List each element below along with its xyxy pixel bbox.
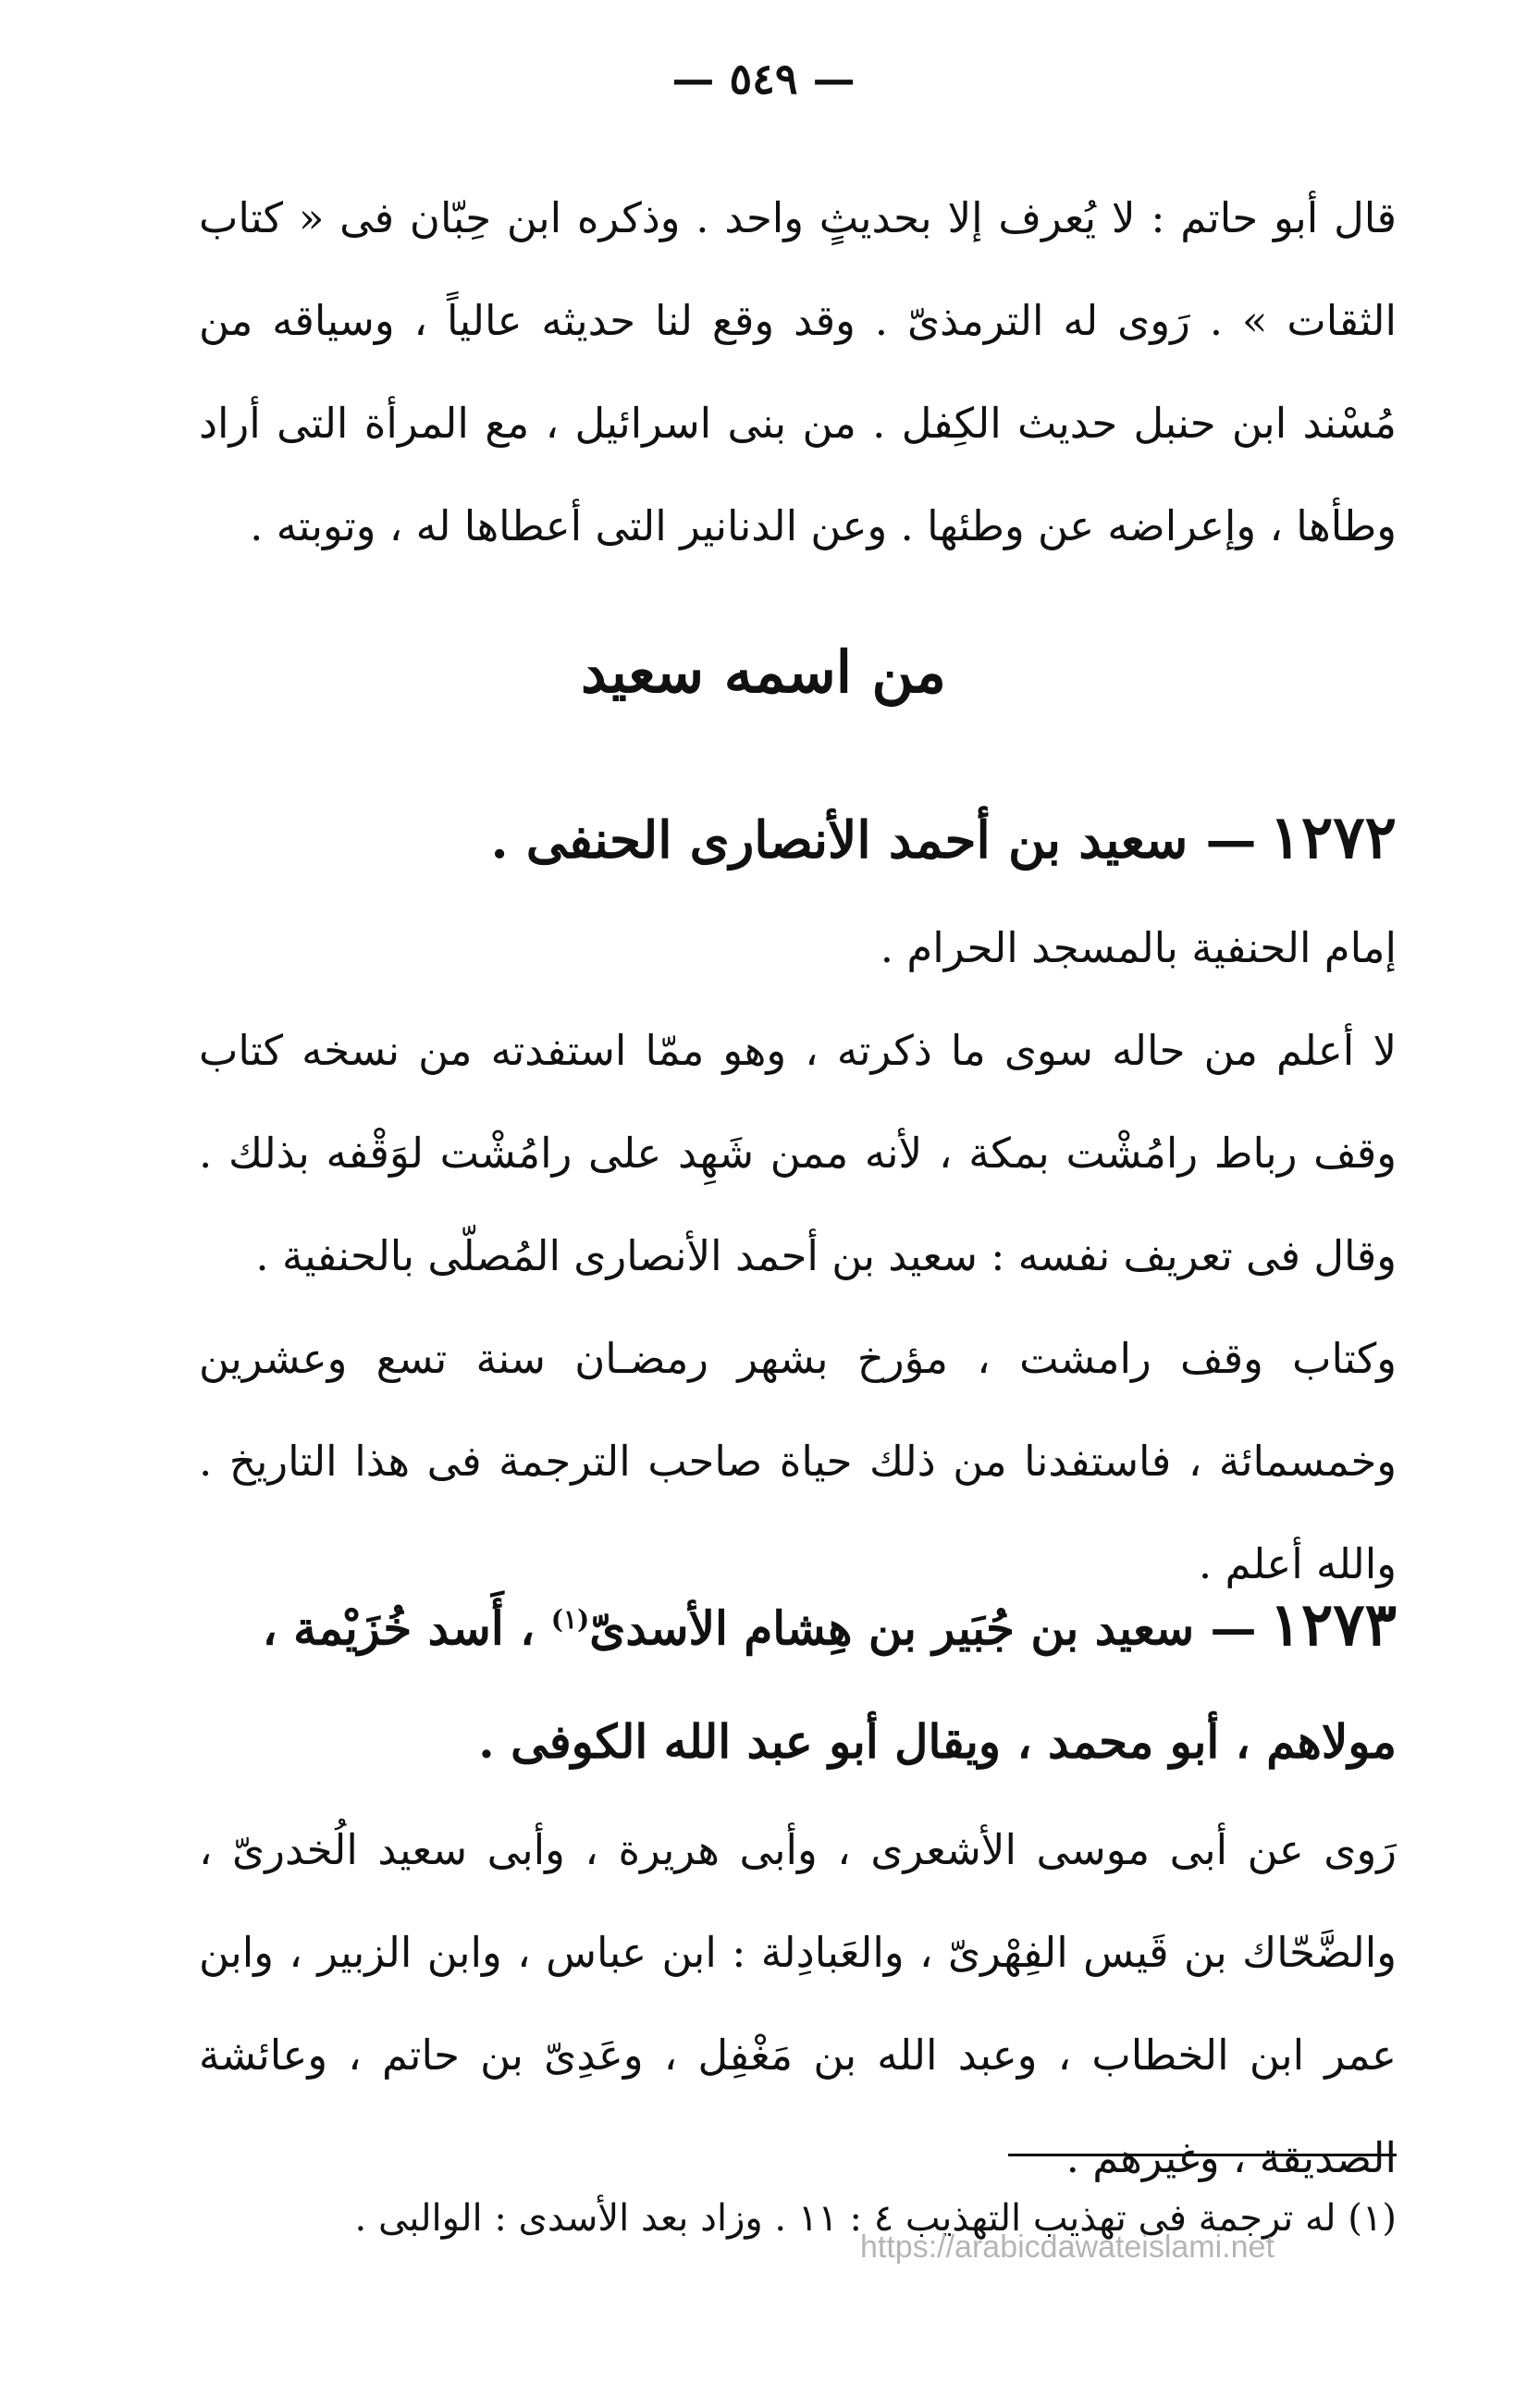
page-number: — ٥٤٩ — xyxy=(671,54,856,104)
entry-title-1272 xyxy=(199,782,1397,896)
entry-line-role: إمام الحنفية بالمسجد الحرام . xyxy=(880,923,1397,972)
entry-number: ١٢٧٢ xyxy=(1269,803,1397,872)
entry-paragraph: رَوى عن أبى موسى الأشعرى ، وأبى هريرة ، وأبى سعيد الُخدرىّ ، والضَّحّاك بن قَيس الفِهْرىّ ، والعَبادِلة : ابن عباس ، وابن الزبير ، وابن عمر ابن الخطاب ، وعبد الله بن مَغْفِل ، وعَدِىّ بن حاتم ، وعائشة الصديقة ، وغيرهم . xyxy=(199,1824,1398,2182)
footnote: (١) له ترجمة فى تهذيب التهذيب ٤ : ١١ . وزاد بعد الأسدى : الوالبى . xyxy=(354,2197,1397,2240)
entry-name: — سعيد بن جُبَير بن هِشام الأسدىّ xyxy=(589,1600,1257,1656)
entry-1273 xyxy=(199,1563,1397,2209)
intro-paragraph: قال أبو حاتم : لا يُعرف إلا بحديثٍ واحد . وذكره ابن حِبّان فى « كتاب الثقات » . رَوى له الترمذىّ . وقد وقع لنا حديثه عالياً ، وسياقه من مُسْند ابن حنبل حديث الكِفل . من بنى اسرائيل ، مع المرأة التى أراد وطأها ، وإعراضه عن وطئها . وعن الدنانير التى أعطاها له ، وتوبته . xyxy=(199,193,1397,550)
entry-title-1273 xyxy=(199,1563,1397,1798)
entry-paragraph-1: لا أعلم من حاله سوى ما ذكرته ، وهو ممّا استفدته من نسخه كتاب وقف رباط رامُشْت بمكة ، لأنه ممن شَهِد على رامُشْت لوَقْفه بذلك . وقال فى تعريف نفسه : سعيد بن أحمد الأنصارى المُصلّى بالحنفية . xyxy=(199,1026,1397,1280)
footnote-marker: (١) xyxy=(550,1604,590,1635)
entry-1272 xyxy=(199,782,1397,1615)
entry-name-continued: ، أَسد خُزَيْمة ، مولاهم ، أبو محمد ، ويقال أبو عبد الله الكوفى . xyxy=(262,1600,1397,1769)
entry-name: — سعيد بن أحمد الأنصارى الحنفى . xyxy=(490,809,1257,870)
entry-paragraph-2: وكتاب وقف رامشت ، مؤرخ بشهر رمضـان سنة تسع وعشرين وخمسمائة ، فاستفدنا من ذلك حياة صاحب الترجمة فى هذا التاريخ . والله أعلم . xyxy=(199,1334,1397,1588)
watermark-url: https://arabicdawateislami.net xyxy=(860,2229,1275,2265)
section-heading: من اسمه سعيد xyxy=(581,638,946,706)
footnote-divider xyxy=(1008,2154,1397,2156)
entry-number: ١٢٧٣ xyxy=(1269,1589,1397,1660)
intro-block xyxy=(199,167,1397,577)
